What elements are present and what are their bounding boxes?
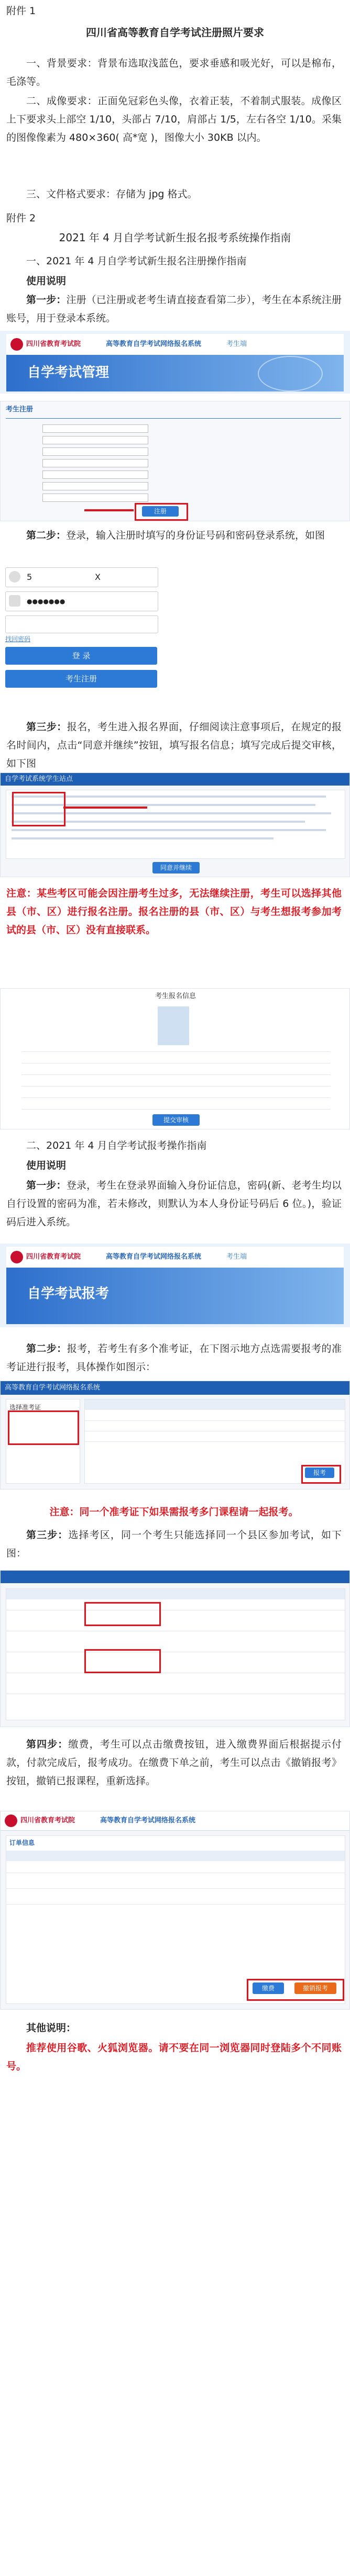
step3-label: 第三步： [26, 721, 67, 733]
pay-button[interactable]: 缴费 [253, 1983, 284, 1994]
attachment1-item-2: 二、成像要求：正面免冠彩色头像，衣着正装，不着制式服装。成像区上下要求头上部空 1/10，头部占 7/10，肩部占 1/5，左右各空 1/10。采集的图像像素为 480×360( 高*宽 )，图像大小 30KB 以内。 [6, 95, 342, 144]
captcha-input[interactable] [5, 615, 158, 633]
district-bar [1, 1571, 350, 1583]
portal-title: 高等教育自学考试网络报名系统 [106, 1253, 202, 1261]
exam-login-title: 自学考试报考 [27, 1286, 110, 1302]
row-divider [21, 1097, 331, 1098]
apply-bar: 高等教育自学考试网络报名系统 [1, 1381, 350, 1395]
step2-paragraph [0, 527, 350, 545]
other-label: 其他说明： [26, 2022, 76, 2034]
s2-step4-paragraph [0, 1735, 350, 1790]
apply-screenshot [0, 1381, 350, 1489]
submit-review-button[interactable]: 提交审核 [152, 1114, 200, 1126]
notice-screenshot [0, 772, 350, 877]
agree-button[interactable]: 同意并继续 [152, 862, 200, 873]
step3-paragraph [0, 718, 350, 773]
login-button[interactable]: 登 录 [5, 647, 157, 665]
s2-step3-label: 第三步： [26, 1529, 69, 1541]
reg-field-4[interactable] [42, 459, 148, 467]
step1-text: 注册（已注册或老考生请直接查看第二步），考生在本系统注册账号，用于登录本系统。 [6, 294, 342, 324]
decor-circle [258, 356, 323, 391]
other-text: 推荐使用谷歌、火狐浏览器。请不要在同一浏览器同时登陆多个不同账号。 [6, 2042, 342, 2073]
photo-placeholder [158, 1006, 189, 1045]
highlight-box [247, 1979, 344, 2001]
row-divider [21, 1074, 331, 1075]
reg-field-1[interactable] [42, 424, 148, 433]
divider [6, 418, 341, 419]
logo-icon [10, 338, 23, 351]
district-table [6, 1588, 345, 1720]
payment-screenshot [0, 1811, 350, 2010]
portal-header [6, 1247, 344, 1268]
step1-label: 第一步： [26, 294, 67, 306]
logo-icon [5, 1815, 17, 1827]
highlight-box [84, 1649, 161, 1673]
pay-header: 订单信息 [9, 1839, 35, 1846]
s2-step3-text: 选择考区，同一个考生只能选择同一个县区参加考试，如下图： [6, 1529, 342, 1560]
s2-step1-paragraph [0, 1177, 350, 1231]
info-form-screenshot [0, 988, 350, 1129]
attachment1-title: 四川省高等教育自学考试注册照片要求 [86, 26, 264, 39]
id-input[interactable] [5, 567, 158, 587]
portal-tag: 考生端 [226, 1253, 247, 1261]
reg-form-title: 考生注册 [6, 406, 34, 413]
cancel-apply-button[interactable]: 撤销报考 [294, 1983, 336, 1994]
id-suffix: X [95, 572, 101, 582]
portal-banner-screenshot [0, 331, 350, 394]
lock-icon [9, 595, 20, 607]
logo-icon [10, 1251, 23, 1263]
note1: 注意：某些考区可能会因注册考生过多，无法继续注册，考生可以选择其他县（市、区）进行报名注册。报名注册的县（市、区）与考生想报考参加考试的县（市、区）没有直接联系。 [6, 888, 342, 936]
notice-bar: 自学考试系统学生站点 [1, 773, 350, 786]
site-name: 四川省教育考试院 [20, 1817, 75, 1824]
row-divider [85, 1441, 345, 1442]
portal-title: 高等教育自学考试网络报名系统 [100, 1817, 196, 1824]
forgot-password-link[interactable]: 找回密码 [5, 635, 31, 643]
site-name: 四川省教育考试院 [26, 1253, 81, 1261]
s2-step2-label: 第二步： [26, 1343, 67, 1354]
exam-portal-screenshot [0, 1244, 350, 1327]
fill-title: 考生报名信息 [155, 992, 196, 1000]
s2-step2-text: 报考，若考生有多个准考证，在下图示地方点选需要报考的准考证进行报考，具体操作如图示： [6, 1343, 342, 1373]
row-divider [6, 1888, 345, 1889]
reg-field-5[interactable] [42, 471, 148, 479]
portal-hero [6, 1268, 344, 1324]
table-header [6, 1589, 345, 1599]
highlight-box [84, 1602, 161, 1626]
system-title: 自学考试管理 [27, 365, 110, 380]
highlight-box [12, 792, 65, 826]
step3-text: 报名，考生进入报名界面，仔细阅读注意事项后，在规定的报名时间内，点击“同意并继续”按钮，填写报名信息；填写完成后提交审核，如下图 [6, 721, 342, 770]
s2-step3-paragraph [0, 1526, 350, 1563]
reg-field-7[interactable] [42, 494, 148, 502]
s2-step4-label: 第四步： [26, 1739, 69, 1750]
note2: 注意：同一个准考证下如果需报考多门课程请一起报考。 [49, 1506, 299, 1518]
attachment1-label: 附件 1 [6, 5, 36, 17]
register-button[interactable]: 考生注册 [5, 670, 157, 688]
portal-tag: 考生端 [226, 340, 247, 348]
portal-hero [6, 355, 344, 391]
section2-heading: 二、2021 年 4 月自学考试报考操作指南 [26, 1140, 207, 1151]
usage-heading: 使用说明 [26, 275, 67, 287]
password-value: ●●●●●●● [27, 598, 65, 605]
step1-paragraph [0, 291, 350, 328]
notice-line [12, 837, 274, 839]
row-divider [21, 1051, 331, 1052]
s2-step2-paragraph [0, 1340, 350, 1376]
apply-button[interactable]: 报考 [305, 1468, 334, 1478]
usage2-heading: 使用说明 [26, 1160, 67, 1171]
arrow-indicator [84, 509, 134, 511]
table-header [85, 1399, 345, 1410]
district-screenshot [0, 1570, 350, 1727]
step2-label: 第二步： [26, 530, 67, 541]
user-icon [9, 571, 20, 583]
section1-heading: 一、2021 年 4 月自学考试新生报名注册操作指南 [26, 255, 247, 267]
password-input[interactable] [5, 591, 158, 611]
table-header [6, 1851, 345, 1861]
row-divider [6, 1904, 345, 1905]
notice-line [12, 829, 326, 831]
reg-submit-button[interactable]: 注册 [142, 506, 179, 517]
s2-step1-label: 第一步： [26, 1180, 67, 1191]
s2-step1-text: 登录，考生在登录界面输入身份证信息，密码(新、老考生均以自行设置的密码为准，若未修改，则默认为本人身份证号码后 6 位。)，验证码后进入系统。 [6, 1180, 342, 1228]
portal-header [6, 334, 344, 355]
register-form-screenshot [0, 401, 350, 521]
pick-card-label: 选择准考证 [9, 1404, 41, 1411]
reg-field-2[interactable] [42, 436, 148, 444]
row-divider [85, 1420, 345, 1421]
site-name: 四川省教育考试院 [26, 340, 81, 348]
attachment1-item-3: 三、文件格式要求：存储为 jpg 格式。 [26, 188, 198, 200]
highlight-box [135, 503, 188, 521]
highlight-box [8, 1410, 79, 1445]
attachment2-label: 附件 2 [6, 212, 36, 224]
portal-header [1, 1811, 350, 1831]
row-divider [21, 1109, 331, 1110]
highlight-box [301, 1465, 341, 1484]
login-screenshot [0, 565, 350, 696]
id-value: 5 [27, 572, 32, 582]
portal-title: 高等教育自学考试网络报名系统 [106, 340, 202, 348]
attachment1-item-1: 一、背景要求：背景布选取浅蓝色，要求垂感和吸光好，可以是棉布，毛涤等。 [6, 58, 342, 88]
attachment2-title: 2021 年 4 月自学考试新生报名报考系统操作指南 [59, 231, 291, 244]
arrow-indicator [63, 807, 147, 809]
reg-field-3[interactable] [42, 447, 148, 456]
s2-step4-text: 缴费，考生可以点击缴费按钮，进入缴费界面后根据提示付款，付款完成后，报考成功。在缴费下单之前，考生可以点击《撤销报考》按钮，撤销已报课程，重新选择。 [6, 1739, 342, 1787]
step2-text: 登录，输入注册时填写的身份证号码和密码登录系统，如图 [66, 530, 325, 541]
row-divider [21, 1086, 331, 1087]
reg-field-6[interactable] [42, 482, 148, 490]
